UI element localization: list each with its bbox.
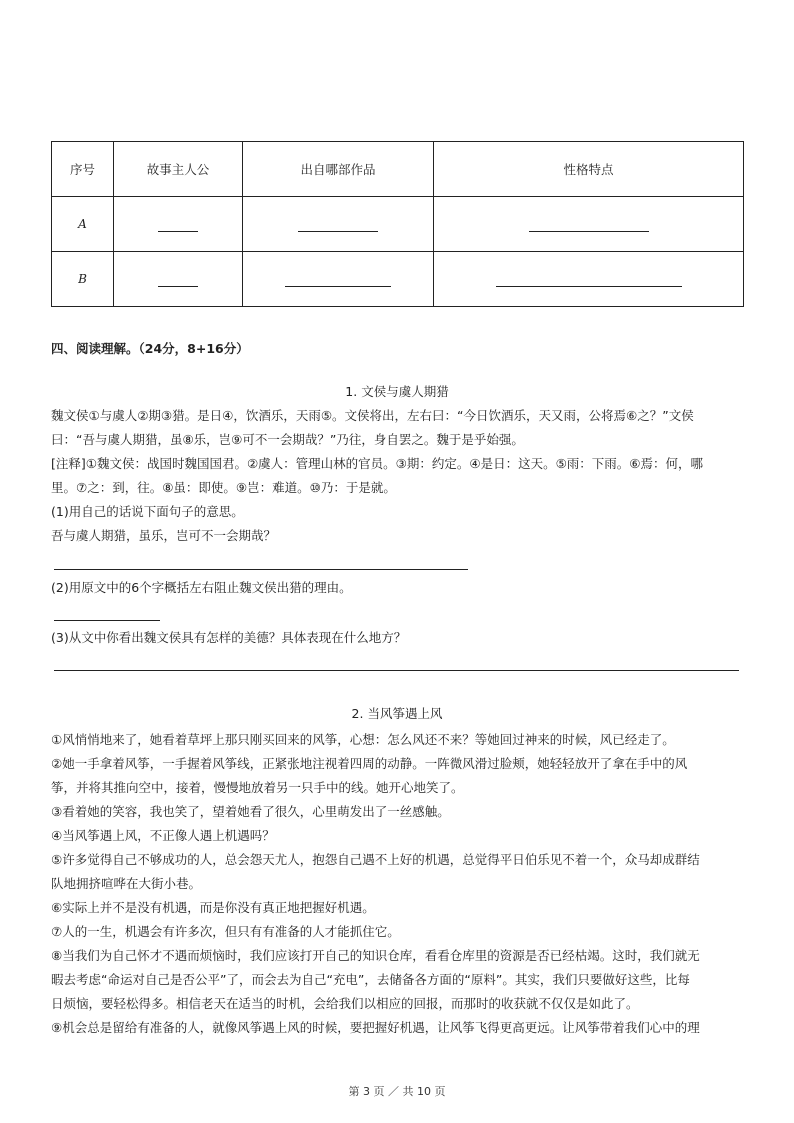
header-cell-number: 序号 [52, 142, 114, 197]
passage-line: ⑤许多觉得自己不够成功的人，总会怨天尤人，抱怨自己遇不上好的机遇，总觉得平日伯乐见不着一个，众马却成群结 [51, 852, 700, 867]
table-row [52, 252, 744, 307]
row-label-b: B [52, 252, 114, 307]
passage-line: 暇去考虑“命运对自己是否公平”了，而会去为自己“充电”，去储备各方面的“原料”。其实，我们只要做好这些，比每 [51, 972, 690, 987]
passage-line: 魏文侯①与虞人②期③猎。是日④，饮酒乐，天雨⑤。文侯将出，左右曰：“今日饮酒乐，天又雨，公将焉⑥之？”文侯 [51, 408, 694, 423]
passage-line: 队地拥挤喧哗在大街小巷。 [51, 876, 202, 891]
question-3: (3)从文中你看出魏文侯具有怎样的美德？具体表现在什么地方？ [51, 630, 407, 645]
table-header-row [52, 142, 744, 197]
passage-line: ⑥实际上并不是没有机遇，而是你没有真正地把握好机遇。 [51, 900, 375, 915]
page-footer: 第 3 页 ／ 共 10 页 [348, 1085, 446, 1098]
passage-line: ③看着她的笑容，我也笑了，望着她看了很久，心里萌发出了一丝感触。 [51, 804, 450, 819]
question-2: (2)用原文中的6个字概括左右阻止魏文侯出猎的理由。 [51, 580, 352, 595]
header-cell-source-work: 出自哪部作品 [243, 142, 434, 197]
header-cell-protagonist: 故事主人公 [114, 142, 243, 197]
passage-title: 1. 文侯与虞人期猎 [345, 384, 449, 399]
answer-blank[interactable] [298, 217, 378, 232]
question-1-sentence: 吾与虞人期猎，虽乐，岂可不一会期哉？ [51, 528, 277, 543]
annotation-line: [注释]①魏文侯：战国时魏国国君。②虞人：管理山林的官员。③期：约定。④是日：这天。⑤雨：下雨。⑥焉：何，哪 [51, 456, 703, 471]
table-row [52, 197, 744, 252]
answer-line[interactable] [54, 569, 468, 570]
passage-line: ⑨机会总是留给有准备的人，就像风筝遇上风的时候，要把握好机遇，让风筝飞得更高更远。让风筝带着我们心中的理 [51, 1020, 700, 1035]
passage-line: 筝，并将其推向空中，接着，慢慢地放着另一只手中的线。她开心地笑了。 [51, 780, 464, 795]
answer-blank[interactable] [529, 217, 649, 232]
row-label-a: A [52, 197, 114, 252]
character-table [51, 141, 744, 307]
annotation-line: 里。⑦之：到，往。⑧虽：即使。⑨岂：难道。⑩乃：于是就。 [51, 480, 396, 495]
answer-blank[interactable] [158, 217, 198, 232]
section-heading: 四、阅读理解。（24分，8+16分） [51, 341, 249, 356]
passage-line: ①风悄悄地来了，她看着草坪上那只刚买回来的风筝，心想：怎么风还不来？等她回过神来的时候，风已经走了。 [51, 732, 675, 747]
answer-blank[interactable] [496, 272, 682, 287]
passage-line: 曰：“吾与虞人期猎，虽⑧乐，岂⑨可不一会期哉？”乃往，身自罢之。魏于是乎始强。 [51, 432, 524, 447]
passage-title: 2. 当风筝遇上风 [351, 706, 443, 721]
answer-blank[interactable] [158, 272, 198, 287]
passage-line: ⑧当我们为自己怀才不遇而烦恼时，我们应该打开自己的知识仓库，看看仓库里的资源是否已经枯竭。这时，我们就无 [51, 948, 700, 963]
passage-line: ④当风筝遇上风，不正像人遇上机遇吗？ [51, 828, 275, 843]
passage-line: ②她一手拿着风筝，一手握着风筝线，正紧张地注视着四周的动静。一阵微风滑过脸颊，她轻轻放开了拿在手中的风 [51, 756, 688, 771]
answer-line[interactable] [54, 670, 739, 671]
header-cell-character-traits: 性格特点 [434, 142, 744, 197]
answer-blank[interactable] [285, 272, 391, 287]
answer-line[interactable] [54, 620, 160, 621]
question-1: (1)用自己的话说下面句子的意思。 [51, 504, 244, 519]
passage-line: ⑦人的一生，机遇会有许多次，但只有有准备的人才能抓住它。 [51, 924, 400, 939]
passage-line: 日烦恼，要轻松得多。相信老天在适当的时机，会给我们以相应的回报，而那时的收获就不仅仅是如此了。 [51, 996, 639, 1011]
